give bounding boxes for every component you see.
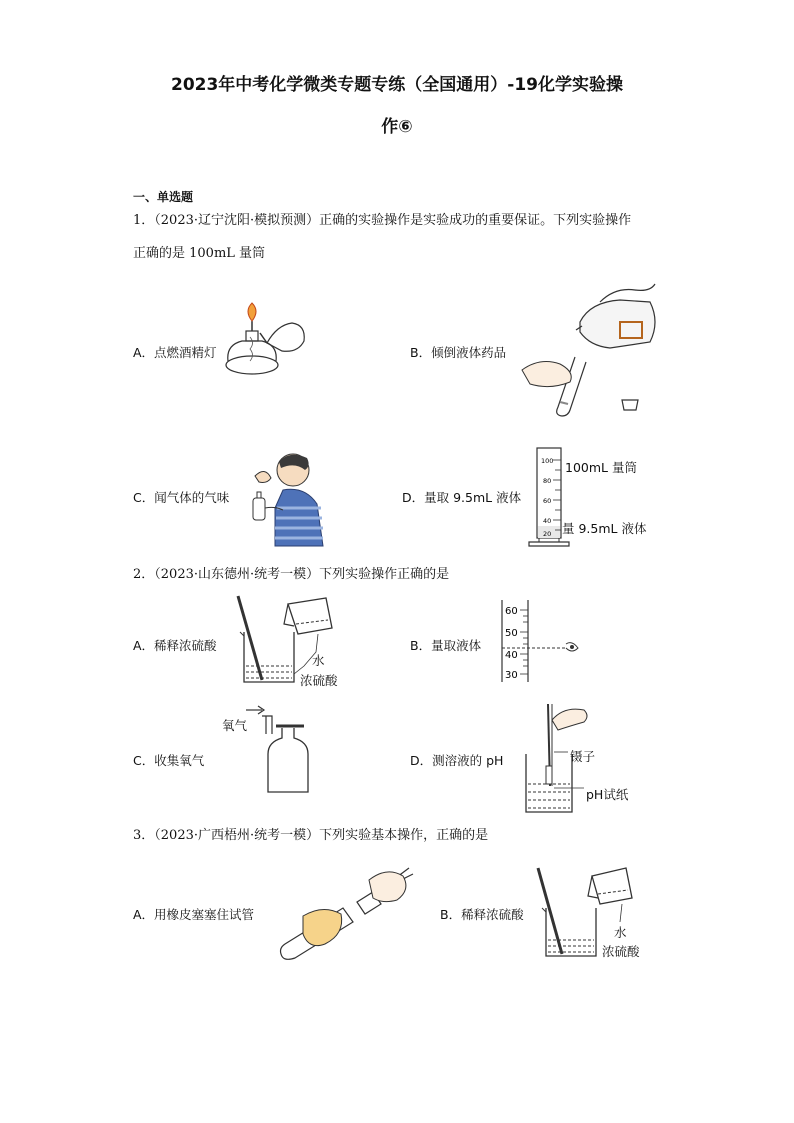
section-heading: 一、单选题 [133,190,194,204]
stopper-test-tube-figure [273,864,418,964]
q2a-water-label: 水 [312,653,325,668]
question-1-stem-line1: 1．（2023·辽宁沈阳·模拟预测）正确的实验操作是实验成功的重要保证。下列实验操作 [133,213,632,228]
scale-tick-40: 40 [505,650,518,661]
question-3-stem: 3．（2023·广西梧州·统考一模）下列实验基本操作，正确的是 [133,828,489,843]
question-2-stem: 2．（2023·山东德州·统考一模）下列实验操作正确的是 [133,567,450,582]
q2-option-a[interactable]: A．稀释浓硫酸 [133,638,217,653]
scale-tick-30: 30 [505,670,518,681]
q2d-tweezers-label: 镊子 [570,749,596,764]
cyl-tick-40: 40 [543,517,552,525]
q1-option-c[interactable]: C．闻气体的气味 [133,490,230,505]
q3b-acid-label: 浓硫酸 [602,944,640,959]
q1-option-b[interactable]: B．倾倒液体药品 [410,345,507,360]
cylinder-liquid-label: 量 9.5mL 液体 [562,521,647,536]
q1-option-a[interactable]: A．点燃酒精灯 [133,345,217,360]
q2-option-d[interactable]: D．测溶液的 pH [410,753,504,768]
q3b-water-label: 水 [614,925,627,940]
q2d-ph-paper-label: pH试纸 [586,787,629,802]
read-scale-figure [500,600,590,684]
q2-option-c[interactable]: C．收集氧气 [133,753,205,768]
cyl-tick-20: 20 [543,530,552,538]
scale-tick-50: 50 [505,628,518,639]
smelling-gas-figure [245,448,325,548]
question-1-stem-line2: 正确的是 100mL 量筒 [133,246,266,261]
cyl-tick-60: 60 [543,497,552,505]
q1-option-d[interactable]: D．量取 9.5mL 液体 [402,490,522,505]
cyl-tick-100: 100 [541,457,554,465]
pouring-liquid-figure [520,282,665,422]
q3-option-a[interactable]: A．用橡皮塞塞住试管 [133,907,255,922]
q2a-acid-label: 浓硫酸 [300,673,338,688]
q2-option-b[interactable]: B．量取液体 [410,638,482,653]
alcohol-lamp-figure [222,303,312,378]
q3-option-b[interactable]: B．稀释浓硫酸 [440,907,524,922]
cylinder-title-label: 100mL 量筒 [565,460,637,475]
q2c-oxygen-label: 氧气 [222,718,248,733]
scale-tick-60: 60 [505,606,518,617]
page-title-line1: 2023年中考化学微类专题专练（全国通用）-19化学实验操 [170,75,624,95]
page-title-line2: 作⑥ [381,117,413,137]
collect-oxygen-figure [232,704,322,794]
cyl-tick-80: 80 [543,477,552,485]
